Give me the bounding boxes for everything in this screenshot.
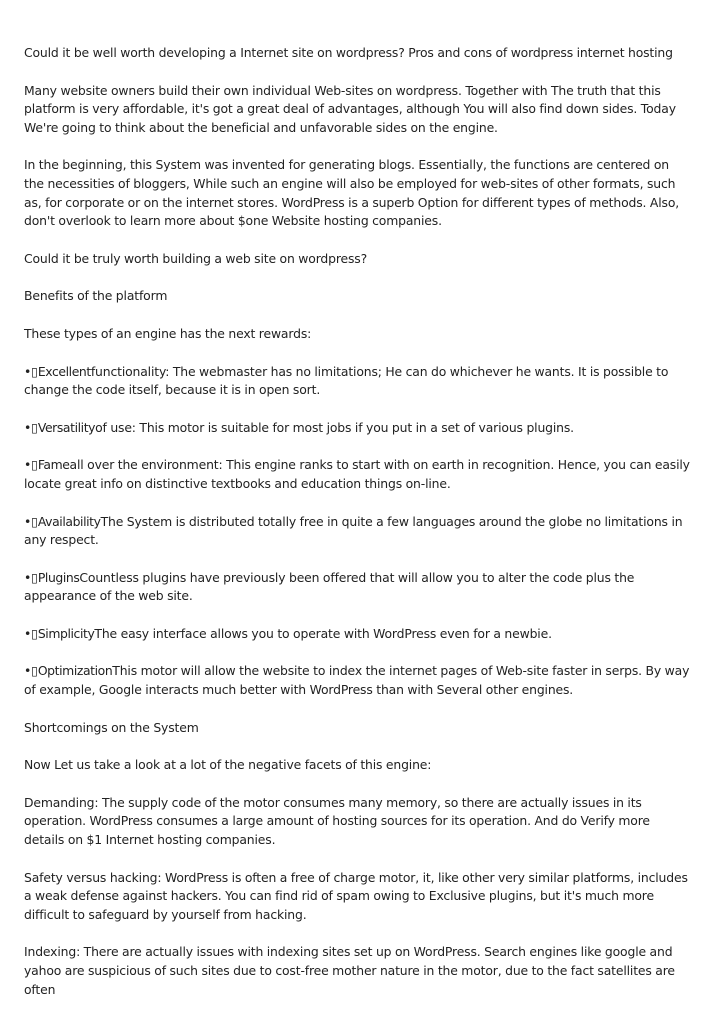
benefit-text: of use: This motor is suitable for most jobs if you put in a set of various plugins. — [95, 419, 574, 435]
benefit-title: Fame — [37, 457, 70, 473]
bullet-marker: •▯ — [24, 513, 38, 529]
benefit-item — [24, 569, 692, 606]
document-title: Could it be well worth developing a Internet site on wordpress? Pros and cons of wordpress internet hosting — [24, 45, 673, 60]
question-paragraph: Could it be truly worth building a web site on wordpress? — [24, 250, 368, 266]
benefit-item — [24, 419, 692, 438]
bullet-marker: •▯ — [24, 419, 38, 435]
bullet-marker: •▯ — [24, 569, 38, 585]
bullet-marker: •▯ — [24, 457, 38, 473]
benefit-text: all over the environment: This engine ranks to start with on earth in recognition. Hence, you can easily locate great info on distinctive textbooks and education things on-line. — [24, 457, 690, 491]
benefit-title: Optimization — [37, 663, 113, 679]
shortcoming-paragraph: Safety versus hacking: WordPress is often a free of charge motor, it, like other very similar platforms, includes a weak defense against hackers. You can find rid of spam owing to Exclusive plugins, but it's much more difficult to safeguard by yourself from hacking. — [24, 869, 688, 922]
benefit-text: This motor will allow the website to index the internet pages of Web-site faster in serps. By way of example, Google interacts much better with WordPress than with Several other engines. — [24, 663, 690, 698]
history-paragraph: In the beginning, this System was invented for generating blogs. Essentially, the functions are centered on the necessities of bloggers, While such an engine will also be employed for web-sites of other formats, such as, for corporate or on the internet stores. WordPress is a superb Option for different types of methods. Also, don't overlook to learn more about $one Website hosting companies. — [24, 157, 680, 229]
shortcoming-paragraph: Demanding: The supply code of the motor consumes many memory, so there are actually issues in its operation. WordPress consumes a large amount of hosting sources for its operation. And do Verify more details on $1 Internet hosting companies. — [24, 794, 650, 848]
benefit-item — [24, 662, 692, 699]
benefit-title: Availability — [37, 513, 101, 529]
benefit-item — [24, 363, 692, 400]
benefit-item — [24, 513, 692, 550]
intro-paragraph: Many website owners build their own individual Web-sites on wordpress. Together with The truth that this platform is very affordable, it's got a great deal of advantages, although You will also find down sides. Today We're going to think about the beneficial and unfavorable sides on the engine. — [24, 82, 676, 135]
bullet-marker: •▯ — [24, 663, 38, 679]
benefit-text: Countless plugins have previously been offered that will allow you to alter the code plus the appearance of the web site. — [24, 569, 635, 604]
shortcomings-intro: Now Let us take a look at a lot of the negative facets of this engine: — [24, 757, 432, 773]
benefit-item — [24, 456, 692, 493]
shortcoming-paragraph: Indexing: There are actually issues with indexing sites set up on WordPress. Search engines like google and yahoo are suspicious of such sites due to cost-free mother nature in the motor, due to the fact satellites are often — [24, 944, 675, 997]
benefit-text: functionality: The webmaster has no limitations; He can do whichever he wants. It is possible to change the code itself, because it is in open sort. — [24, 363, 669, 398]
benefit-text: The System is distributed totally free in quite a few languages around the globe no limitations in any respect. — [24, 513, 683, 548]
document-body — [24, 44, 692, 1018]
benefit-item — [24, 625, 692, 644]
benefits-heading: Benefits of the platform — [24, 288, 168, 304]
benefit-title: Simplicity — [37, 625, 95, 641]
benefit-text: The easy interface allows you to operate with WordPress even for a newbie. — [94, 625, 552, 641]
shortcomings-heading: Shortcomings on the System — [24, 719, 199, 735]
benefit-title: Plugins — [37, 569, 80, 585]
bullet-marker: •▯ — [24, 625, 38, 641]
benefit-title: Versatility — [37, 419, 96, 435]
benefit-title: Excellent — [37, 363, 91, 379]
benefits-intro: These types of an engine has the next rewards: — [24, 325, 312, 341]
bullet-marker: •▯ — [24, 363, 38, 379]
